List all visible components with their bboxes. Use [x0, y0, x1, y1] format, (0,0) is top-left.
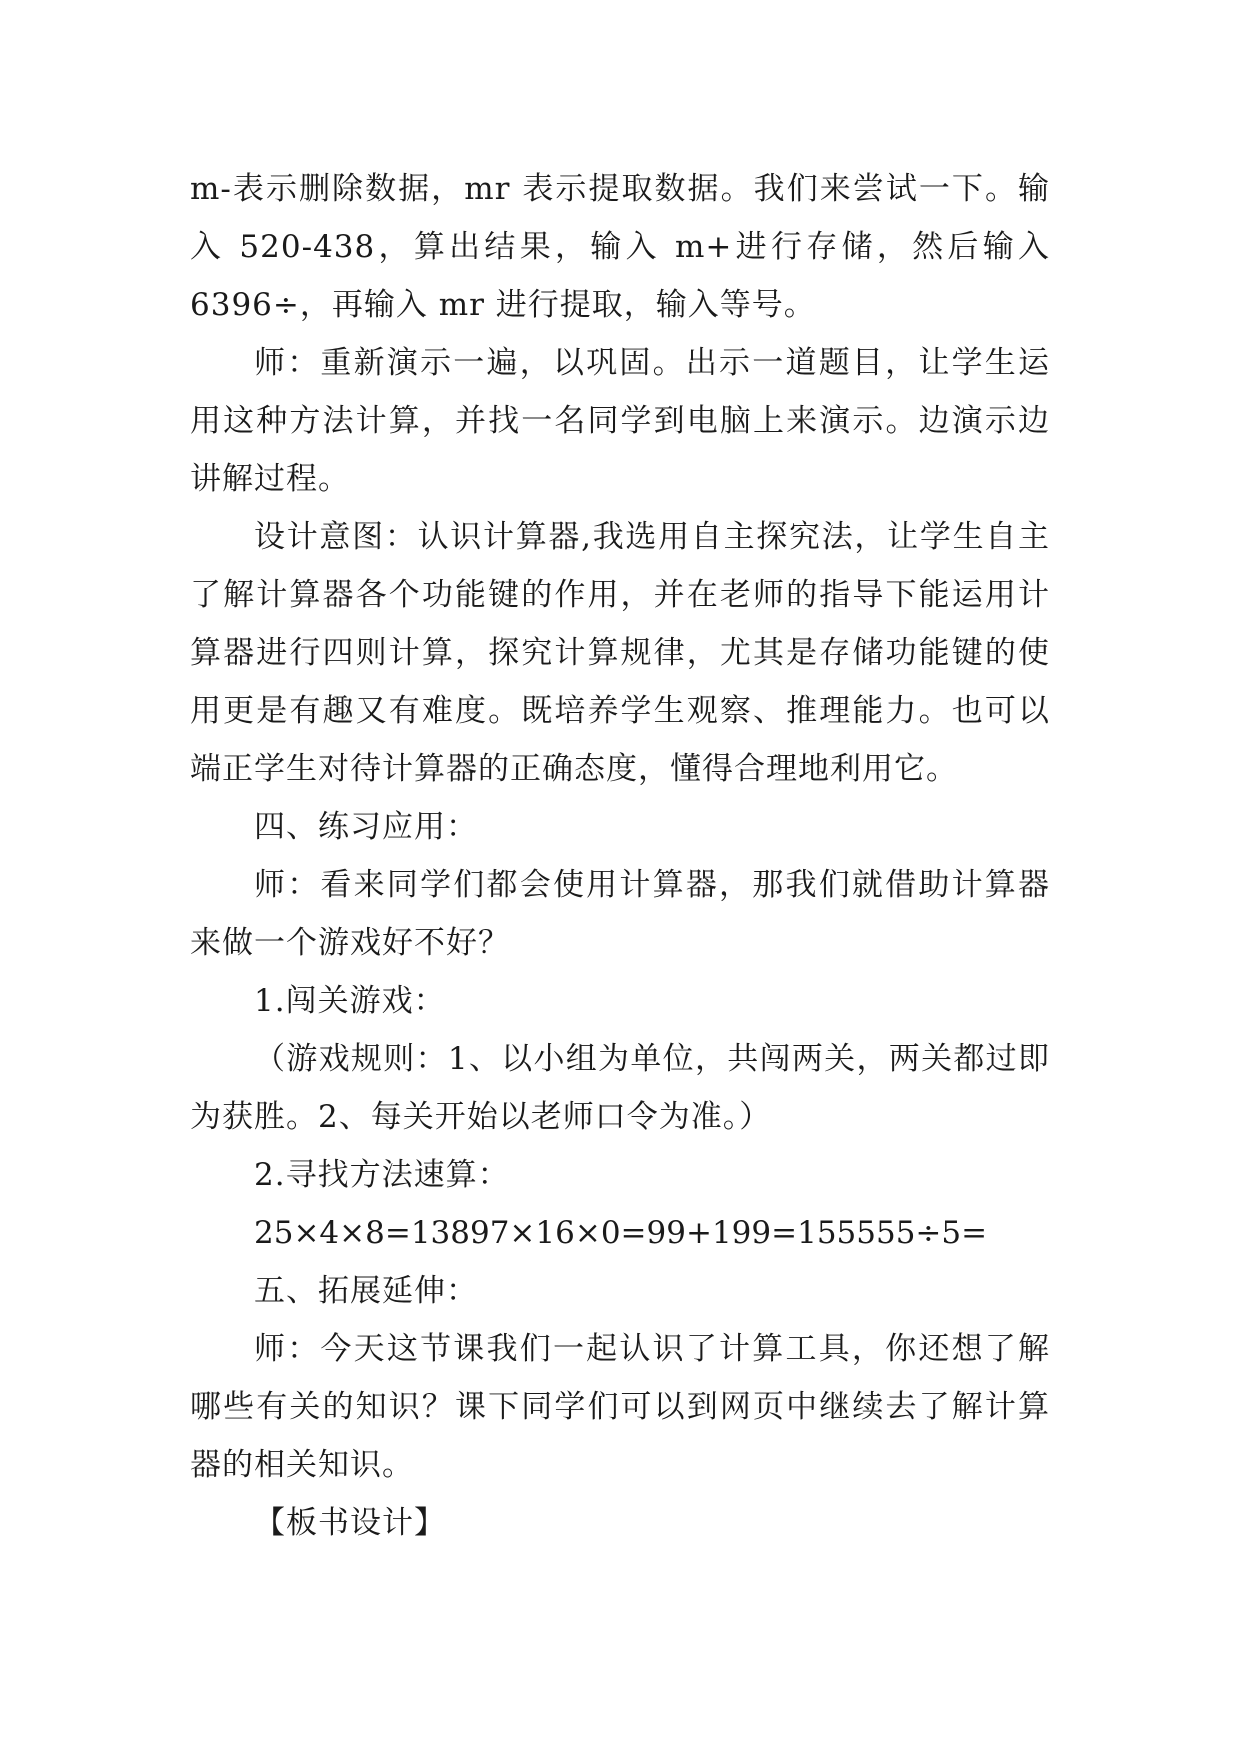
- section-heading-extension: 五、拓展延伸：: [254, 1273, 478, 1309]
- paragraph-teacher-game: 师：看来同学们都会使用计算器，那我们就借助计算器来做一个游戏好不好？: [190, 867, 1050, 961]
- paragraph-game-rules: （游戏规则：1、以小组为单位，共闯两关，两关都过即为获胜。2、每关开始以老师口令为准。）: [190, 1041, 1050, 1135]
- section-heading-practice: 四、练习应用：: [254, 809, 478, 845]
- paragraph-calculator-memory: m-表示删除数据，mr 表示提取数据。我们来尝试一下。输入 520-438，算出结果，输入 m+进行存储，然后输入 6396÷，再输入 mr 进行提取，输入等号。: [190, 171, 1050, 323]
- item-level-game: 1.闯关游戏：: [254, 983, 446, 1019]
- formula-line: 25×4×8=13897×16×0=99+199=155555÷5=: [254, 1215, 988, 1251]
- paragraph-teacher-summary: 师：今天这节课我们一起认识了计算工具，你还想了解哪些有关的知识？课下同学们可以到网页中继续去了解计算器的相关知识。: [190, 1331, 1050, 1483]
- paragraph-teacher-demo: 师：重新演示一遍，以巩固。出示一道题目，让学生运用这种方法计算，并找一名同学到电脑上来演示。边演示边讲解过程。: [190, 345, 1050, 497]
- board-design-heading: 【板书设计】: [254, 1505, 446, 1541]
- document-body: [190, 160, 1050, 1552]
- paragraph-design-intent: 设计意图：认识计算器,我选用自主探究法，让学生自主了解计算器各个功能键的作用，并在老师的指导下能运用计算器进行四则计算，探究计算规律，尤其是存储功能键的使用更是有趣又有难度。既培养学生观察、推理能力。也可以端正学生对待计算器的正确态度，懂得合理地利用它。: [190, 519, 1050, 787]
- item-quick-calc: 2.寻找方法速算：: [254, 1157, 510, 1193]
